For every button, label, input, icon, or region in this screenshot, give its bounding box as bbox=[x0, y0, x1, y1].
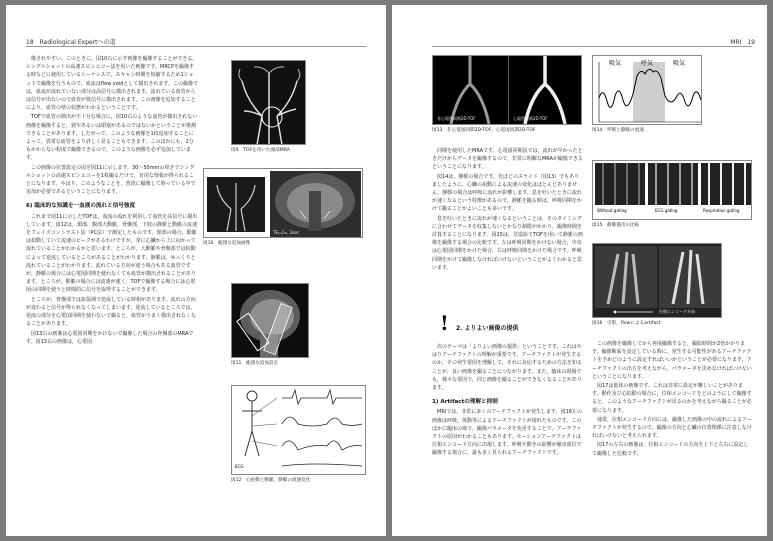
right-text-column-1 bbox=[432, 147, 584, 273]
figure-9 bbox=[231, 60, 306, 153]
pelvic-mra-pair bbox=[432, 55, 582, 125]
thumb-resp-gating bbox=[701, 163, 751, 205]
paragraph: 像されやすい。このときに，図10右に示す画像を撮像することができる。シングルショットの高速スピンエコー法を用いた画像です。MRCPを撮像する時などに使用しているシーケンスで，スキャン時間を短縮するため1ショットで撮像を行うもので，血流はflow voidとして描出されます。この撮像では，血流が流れていない部分は高信号に描出されます。流れている血管からは信号が出ないので血管が低信号に描出されます。この画像を追加することにより，血管の壁の状態がわかるということです。 bbox=[26, 56, 198, 112]
figure-11 bbox=[231, 283, 309, 366]
flow-velocity-diagram bbox=[231, 385, 366, 475]
right-page bbox=[392, 5, 767, 536]
respiration-flow-chart bbox=[592, 55, 702, 125]
figure-caption: 図16 引影，flowによるartifact bbox=[592, 321, 661, 326]
figure-caption: 図10 総頸な追加画像 bbox=[203, 241, 251, 246]
paragraph: ところが，骨盤部では拡張期で逆流している時相があります。流れの方向が変わると信号が得られなくなってしまいます。逆流しているところでは，逆流の部分を心電図同期を使わないで撮ると，血管がうまく描出されなくなることがあります。 bbox=[26, 296, 197, 328]
paragraph: 同期を使用したMRAです。心電図同期法では，流れが早かったときだけからデータを撮像するので，非常に明瞭なMRAが撮像できるということになります。 bbox=[432, 148, 583, 171]
running-header: MRI 19 bbox=[730, 39, 755, 46]
paragraph: この画像を撮像してから再度撮像すると，撮影時間が2倍かかります。撮像断面を設定している時に，発生する可能性があるアーチファクトを予めどのように設定すればいいかということが必要になります。アーチファクトの出方を考えながら，パラメータを決めなければいけないということになります。 bbox=[592, 341, 752, 380]
figure-16 bbox=[592, 243, 722, 326]
vessel-graphic bbox=[232, 61, 306, 145]
figure-caption: 図11 総頸な追加設定 bbox=[231, 361, 279, 366]
mra-thumbnail bbox=[207, 177, 265, 232]
right-text-column-2 bbox=[592, 340, 752, 459]
figure-15 bbox=[592, 160, 752, 228]
header-rule bbox=[432, 46, 752, 47]
paragraph: 図13右の画像は心電図同期をかけないで撮像した場合の骨盤部のMRAです。図13右の画像は，心電図 bbox=[26, 330, 194, 345]
section-heading: 2. よりよい画像の提供 bbox=[456, 325, 519, 332]
image-annotation: TE=2∞, 3sec bbox=[273, 230, 300, 235]
left-text-column bbox=[26, 55, 198, 347]
subheading: 6) 臨床的な知識を一血液の流れと信号強度 bbox=[26, 203, 136, 210]
artifact-images bbox=[592, 243, 722, 318]
section-marker: ! bbox=[440, 311, 449, 335]
thumb-ecg-gating bbox=[648, 163, 698, 205]
paragraph: この画像の位置設定の図を図11に示します。30〜50mmの厚さでシングルショットの高速スピンエコーを1枚撮るだけで，有用な情報が得られることになります。やはり，このようなことを，普段に撮像して時っている中で追加が必要であるということになります。 bbox=[26, 164, 196, 196]
sagittal-planning-image bbox=[231, 283, 309, 358]
paragraph: これまで図11に示したTOFは，血流の流れを利用して血管を高信号に描出しています。図12は，頸部，腹部大動脈，骨盤部，下肢の静脈と動脈の流速をフェイズコントラスト法（PC法）で測定したものです。頸部の場合，動脈は拍動していて流速のピークがあるわけですが，常に心臓から上に向かって流れていることがわかるかと思います。ところが，大動脈や骨盤部では拍動によって逆流しているところがあることがわかります。静脈は，ゆっくりと流れていることがわかります。流れている方向が違う場合もある血管ですが，静脈の場合には心電図同期を使わなくても血管が描出されることがあります。ところが，動脈の場合には流速が速く，TOFで撮像する場合には心電図の同期を使うと時間的に信号を取得することができます。 bbox=[26, 213, 198, 294]
inhale-label-2: 吸気 bbox=[673, 60, 686, 67]
figure-10 bbox=[203, 168, 363, 246]
paragraph: 図17は低体の画像です。これは非常に設定が難しいことがあります。動作及び心拍動の場合に，位相エンコードをどのようにして撮像すると，このようなアーチファクトが出るのかを考えながら撮ることが必要になります。 bbox=[592, 383, 752, 414]
figure-caption: 図13 非心電図同期2D-TOF，心電図同期2D-TOF bbox=[432, 128, 536, 133]
ssfse-coronal-image bbox=[270, 171, 361, 237]
figure-caption: 図15 静脈描出の比較 bbox=[592, 223, 640, 228]
label-resp-gating: Respiration gating bbox=[703, 208, 740, 213]
paragraph: 次のテーマは「よりよい画像の提供」ということです。これはやはりアーチファクトの理解が重要です。アーチファクトが発生するのか，その発生要因を理解して，それに対応するための方法を知ることが，良い画像を撮ることにつながります。また，臨床の現場でも，様々な要因で，同じ画像を撮ることができなくなることがあります。 bbox=[432, 344, 582, 392]
inhale-label: 吸気 bbox=[609, 60, 622, 67]
figure-caption: 図9 TOFを用いた頭部MRA bbox=[231, 148, 290, 153]
figure-12 bbox=[231, 385, 366, 483]
paragraph: 通常，位相エンコード方向には，撮像した画像の中の流れによるアーチファクトが発生するので，撮像の方向と心臓の位置関係に注意しなければいけないと考えられます。 bbox=[592, 416, 752, 440]
figure-caption: 図14 呼吸と静脈の流速 bbox=[592, 128, 644, 133]
venous-comparison-images bbox=[592, 160, 752, 220]
ecg-label: ECG bbox=[235, 464, 244, 469]
label-no-gating: Without gating bbox=[597, 208, 627, 213]
additional-image-pair bbox=[203, 168, 363, 238]
label-ecg-gating: ECG gating bbox=[655, 208, 678, 213]
subheading: 1) Artifactの理解と抑制 bbox=[432, 399, 498, 406]
paragraph: 図14は，静脈の場合です。先ほどのスライド（図13）でもありましたように，心臓の拍動による流速の変化はほとんどありません。静脈の場合は呼吸に流れが影響します。息を吐いたときに流れが速くなるという特徴があるので，静脈を撮る時は，呼吸同期をかけて撮ることがよいことも多いです。 bbox=[432, 173, 582, 213]
paragraph: 息を吐いたときに流れが速くなるということは，そのタイミングに合わせてデータを収集しないとかなり制限がかかり，撮像時間を計算することになります。図15は，非造影でTOFを用いて静脈の画像を撮像する場合の比較です。左は呼吸同期をかけない場合，中央は心電図同期をかけた場合，右は呼吸同期をかけた場合です。呼吸同期をかけて撮像しなければいけないということがよくわかると思います。 bbox=[432, 215, 583, 271]
image-label-right: 心電図同期2D-TOF bbox=[513, 116, 548, 121]
phase-encode-label: 位相エンコード方向 bbox=[659, 309, 695, 314]
thumb-no-gating bbox=[595, 163, 645, 205]
mra-brain-image bbox=[231, 60, 306, 145]
left-page bbox=[6, 5, 386, 536]
figure-14 bbox=[592, 55, 702, 133]
image-label-left: 非心電図同期2D-TOF bbox=[437, 116, 476, 121]
exhale-label: 呼気 bbox=[641, 60, 654, 67]
paragraph: TOFで血管の描出が不十分な場合に，図10右のような血管が描出されない画像を撮像すると，狭窄あるいは閉塞があるのではないかということが推測できることがあります。したがって，このような画像を1枚追加することによって，異常な血管をより詳しく見ることもできます。このほかにも，1分もかからない程度で撮像できるので，このような画像を必ず追加しています。 bbox=[26, 114, 198, 162]
figure-caption: 図12 心拍動と動脈，静脈の流速変化 bbox=[231, 478, 311, 483]
header-rule bbox=[26, 46, 366, 47]
running-header: 18 Radiological Expertへの道 bbox=[26, 39, 116, 46]
paragraph: MRIでは，非常に多くのアーチファクトが発生します。図16左の画像は呼吸，体動等によるアーチファクトが現れたものです。このほかに臨床の場で，撮像パラメータを変更することで，アーチファクトの原因がわかることもあります。モーションアーチファクトは位相エンコード方向に出現します。呼吸や動きの影響が頻出部位で撮像する場合に，最も多く見られるアーチファクトです。 bbox=[432, 409, 582, 457]
figure-13 bbox=[432, 55, 582, 133]
right-text-column-1b bbox=[432, 343, 584, 459]
paragraph: 図17の左右の画像は，位相エンコードの方向を上下と左右に設定して撮像した比較です。 bbox=[592, 442, 749, 457]
